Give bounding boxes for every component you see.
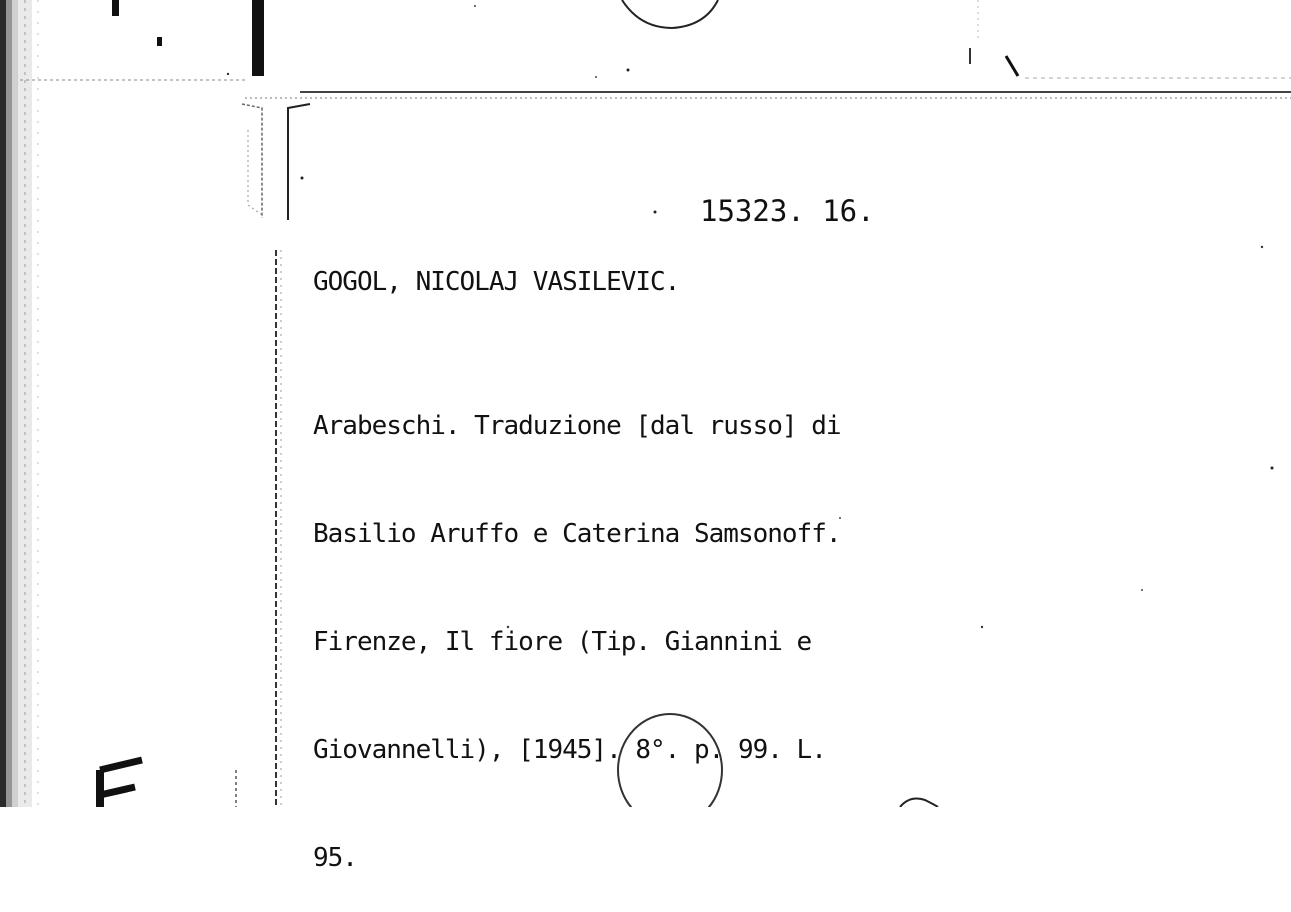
description-line: Firenze, Il fiore (Tip. Giannini e xyxy=(313,627,812,657)
description-line: Giovannelli), [1945]. 8°. p. 99. L. xyxy=(313,735,826,765)
description-line: Arabeschi. Traduzione [dal russo] di xyxy=(313,411,841,441)
bibliographic-description xyxy=(313,336,1013,912)
description-line: 95. xyxy=(313,843,357,873)
shelfmark-number: 15323. 16. xyxy=(700,194,875,228)
author-heading: GOGOL, NICOLAJ VASILEVIC. xyxy=(313,267,680,297)
description-line: Basilio Aruffo e Caterina Samsonoff. xyxy=(313,519,841,549)
